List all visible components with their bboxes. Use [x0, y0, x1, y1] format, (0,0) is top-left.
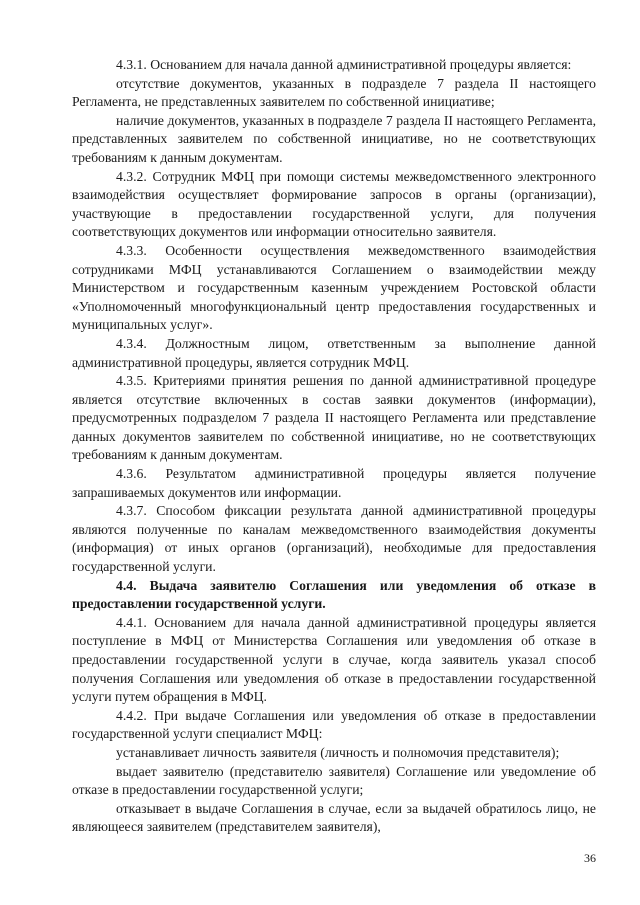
paragraph-list-item: отсутствие документов, указанных в подразделе 7 раздела II настоящего Регламента, не представленных заявителем по собственной инициативе; [72, 75, 596, 110]
paragraph-4-4-1: 4.4.1. Основанием для начала данной административной процедуры является поступление в МФЦ от Министерства Соглашения или уведомления об отказе в предоставлении государственной услуги в случае, когда заявитель указал способ получения Соглашения или уведомления об отказе в предоставлении государственной услуги путем обращения в МФЦ. [72, 614, 596, 705]
paragraph-list-item: выдает заявителю (представителю заявителя) Соглашение или уведомление об отказе в предоставлении государственной услуги; [72, 763, 596, 798]
paragraph-4-4-2: 4.4.2. При выдаче Соглашения или уведомления об отказе в предоставлении государственной услуги специалист МФЦ: [72, 707, 596, 742]
document-body [72, 56, 596, 837]
paragraph-list-item: наличие документов, указанных в подразделе 7 раздела II настоящего Регламента, представленных заявителем по собственной инициативе, но не соответствующих требованиям к данным документам. [72, 112, 596, 165]
paragraph-list-item: отказывает в выдаче Соглашения в случае, если за выдачей обратилось лицо, не являющееся заявителем (представителем заявителя), [72, 800, 596, 835]
paragraph-4-3-1: 4.3.1. Основанием для начала данной административной процедуры является: [116, 57, 572, 72]
section-heading-4-4: 4.4. Выдача заявителю Соглашения или уведомления об отказе в предоставлении государственной услуги. [72, 577, 596, 612]
paragraph-4-3-4: 4.3.4. Должностным лицом, ответственным за выполнение данной административной процедуры, является сотрудник МФЦ. [72, 335, 596, 370]
paragraph-4-3-7: 4.3.7. Способом фиксации результата данной административной процедуры являются полученные по каналам межведомственного взаимодействия документы (информация) от иных органов (организаций), необходимые для предоставления государственной услуги. [72, 503, 596, 575]
paragraph-4-3-6: 4.3.6. Результатом административной процедуры является получение запрашиваемых документов или информации. [72, 466, 596, 500]
paragraph-4-3-3: 4.3.3. Особенности осуществления межведомственного взаимодействия сотрудниками МФЦ устанавливаются Соглашением о взаимодействии между Министерством и государственным казенным учреждением Ростовской области «Уполномоченный многофункциональный центр предоставления государственных и муниципальных услуг». [72, 242, 596, 333]
page-number: 36 [584, 851, 596, 865]
paragraph-list-item: устанавливает личность заявителя (личность и полномочия представителя); [116, 744, 560, 760]
paragraph-4-3-2: 4.3.2. Сотрудник МФЦ при помощи системы межведомственного электронного взаимодействия осуществляет формирование запросов в органы (организации), участвующие в предоставлении государственной услуги, для получения соответствующих документов или информации относительно заявителя. [72, 168, 596, 240]
paragraph-4-3-5: 4.3.5. Критериями принятия решения по данной административной процедуре является отсутствие включенных в состав заявки документов (информации), предусмотренных подразделом 7 раздела II настоящего Регламента или представление данных документов заявителем по собственной инициативе, но не соответствующих требованиям к данным документам. [72, 373, 596, 463]
